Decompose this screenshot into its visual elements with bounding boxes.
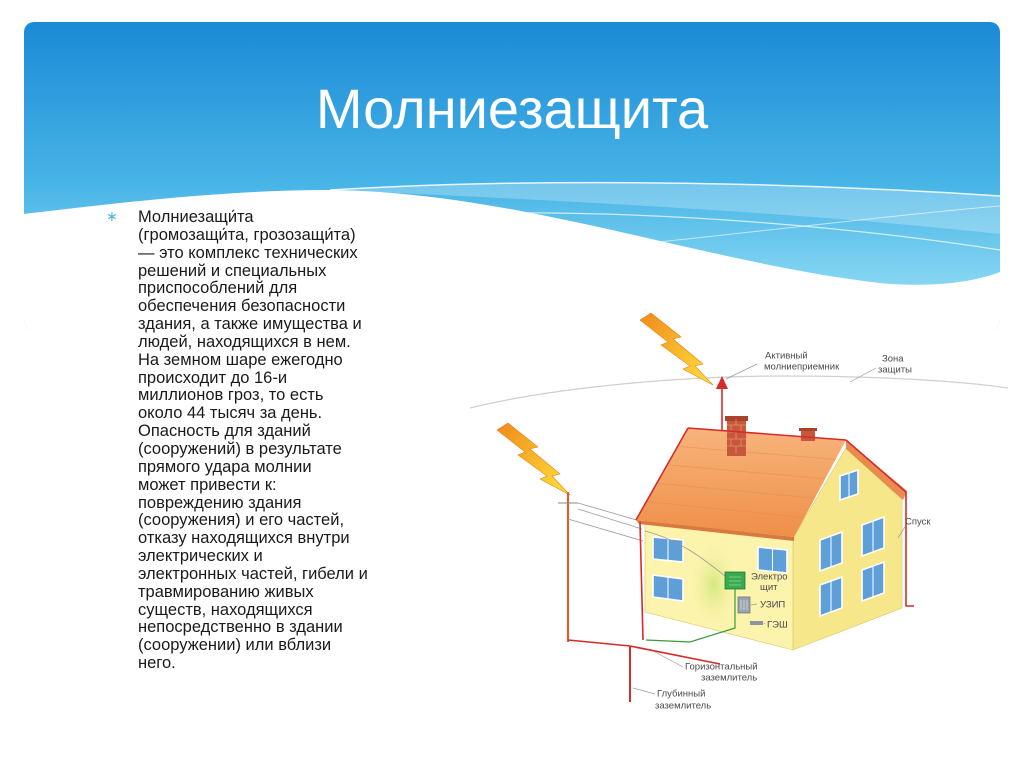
lightning-protection-diagram: [460, 300, 1020, 720]
text-line: отказу находящихся внутри: [138, 529, 350, 548]
chimney: [725, 416, 748, 456]
bullet-paragraph: [138, 209, 368, 673]
label-equipotential-bus: ГЭШ: [767, 619, 788, 631]
switchboard-box: [725, 572, 745, 589]
text-line: На земном шаре ежегодно: [138, 350, 343, 369]
text-line: прямого удара молнии: [138, 457, 312, 476]
ridge-vent-cap: [799, 428, 817, 431]
text-line: (сооружения) и его частей,: [138, 511, 345, 530]
protection-zone-arc: [470, 376, 1008, 408]
ridge-vent: [799, 428, 817, 441]
text-line: миллионов гроз, то есть: [138, 386, 324, 405]
air-terminal-tip: [716, 376, 728, 389]
label-surge-protector: УЗИП: [760, 599, 786, 611]
ridge-vent-body: [801, 430, 815, 441]
leader-line: [850, 368, 876, 382]
text-line: (сооружении) или вблизи: [138, 636, 332, 655]
label-switchboard-line2: щит: [760, 582, 778, 593]
equipotential-bus-bar: [750, 621, 763, 625]
lightning-bolt-icon: [497, 423, 570, 495]
text-line: (сооружений) в результате: [138, 439, 342, 458]
label-protection-zone-line1: Зона: [882, 353, 904, 365]
label-down-conductor: Спуск: [905, 516, 931, 528]
text-line: непосредственно в здании: [138, 618, 343, 637]
label-horizontal-electrode-line2: заземлитель: [701, 672, 758, 684]
text-line: Молниезащи́та: [138, 208, 254, 226]
horizontal-earth-conductor: [568, 640, 720, 664]
window: [653, 575, 683, 601]
text-line: приспособлений для: [138, 279, 298, 298]
label-vertical-electrode-line1: Глубинный: [657, 688, 706, 700]
slide-title: Молниезащита: [315, 77, 709, 140]
text-line: существ, находящихся: [138, 600, 313, 619]
window: [758, 547, 787, 573]
text-line: повреждению здания: [138, 493, 302, 512]
text-line: людей, находящихся в нем.: [138, 332, 351, 351]
lightning-bolt-icon: [640, 313, 713, 385]
text-line: него.: [138, 654, 176, 673]
service-wires: [568, 503, 643, 541]
chimney-cap: [725, 416, 748, 421]
label-protection-zone-line2: защиты: [878, 364, 912, 376]
gable-window: [840, 470, 858, 500]
leader-line: [633, 688, 655, 694]
text-line: решений и специальных: [138, 261, 327, 280]
bullet-marker: ∗: [106, 209, 118, 225]
text-line: происходит до 16-и: [138, 368, 288, 387]
text-line: обеспечения безопасности: [138, 297, 346, 316]
text-line: около 44 тысяч за день.: [138, 404, 323, 423]
text-line: электрических и: [138, 547, 263, 566]
text-line: — это комплекс технических: [138, 243, 358, 262]
label-air-terminal-line2: молниеприемник: [764, 361, 840, 373]
text-line: здания, а также имущества и: [138, 315, 362, 334]
text-line: может привести к:: [138, 475, 277, 494]
label-vertical-electrode-line2: заземлитель: [655, 700, 712, 712]
text-line: Опасность для зданий: [138, 422, 311, 441]
label-air-terminal-line1: Активный: [765, 350, 808, 362]
label-switchboard-line1: Электро: [751, 571, 788, 583]
text-line: электронных частей, гибели и: [138, 564, 368, 583]
text-line: (громозащи́та, грозозащи́та): [138, 225, 356, 244]
left-down-conductor: [640, 522, 643, 640]
label-horizontal-electrode-line1: Горизонтальный: [685, 661, 758, 673]
chimney-body: [727, 419, 746, 456]
text-line: травмированию живых: [138, 582, 314, 601]
window: [653, 537, 683, 562]
